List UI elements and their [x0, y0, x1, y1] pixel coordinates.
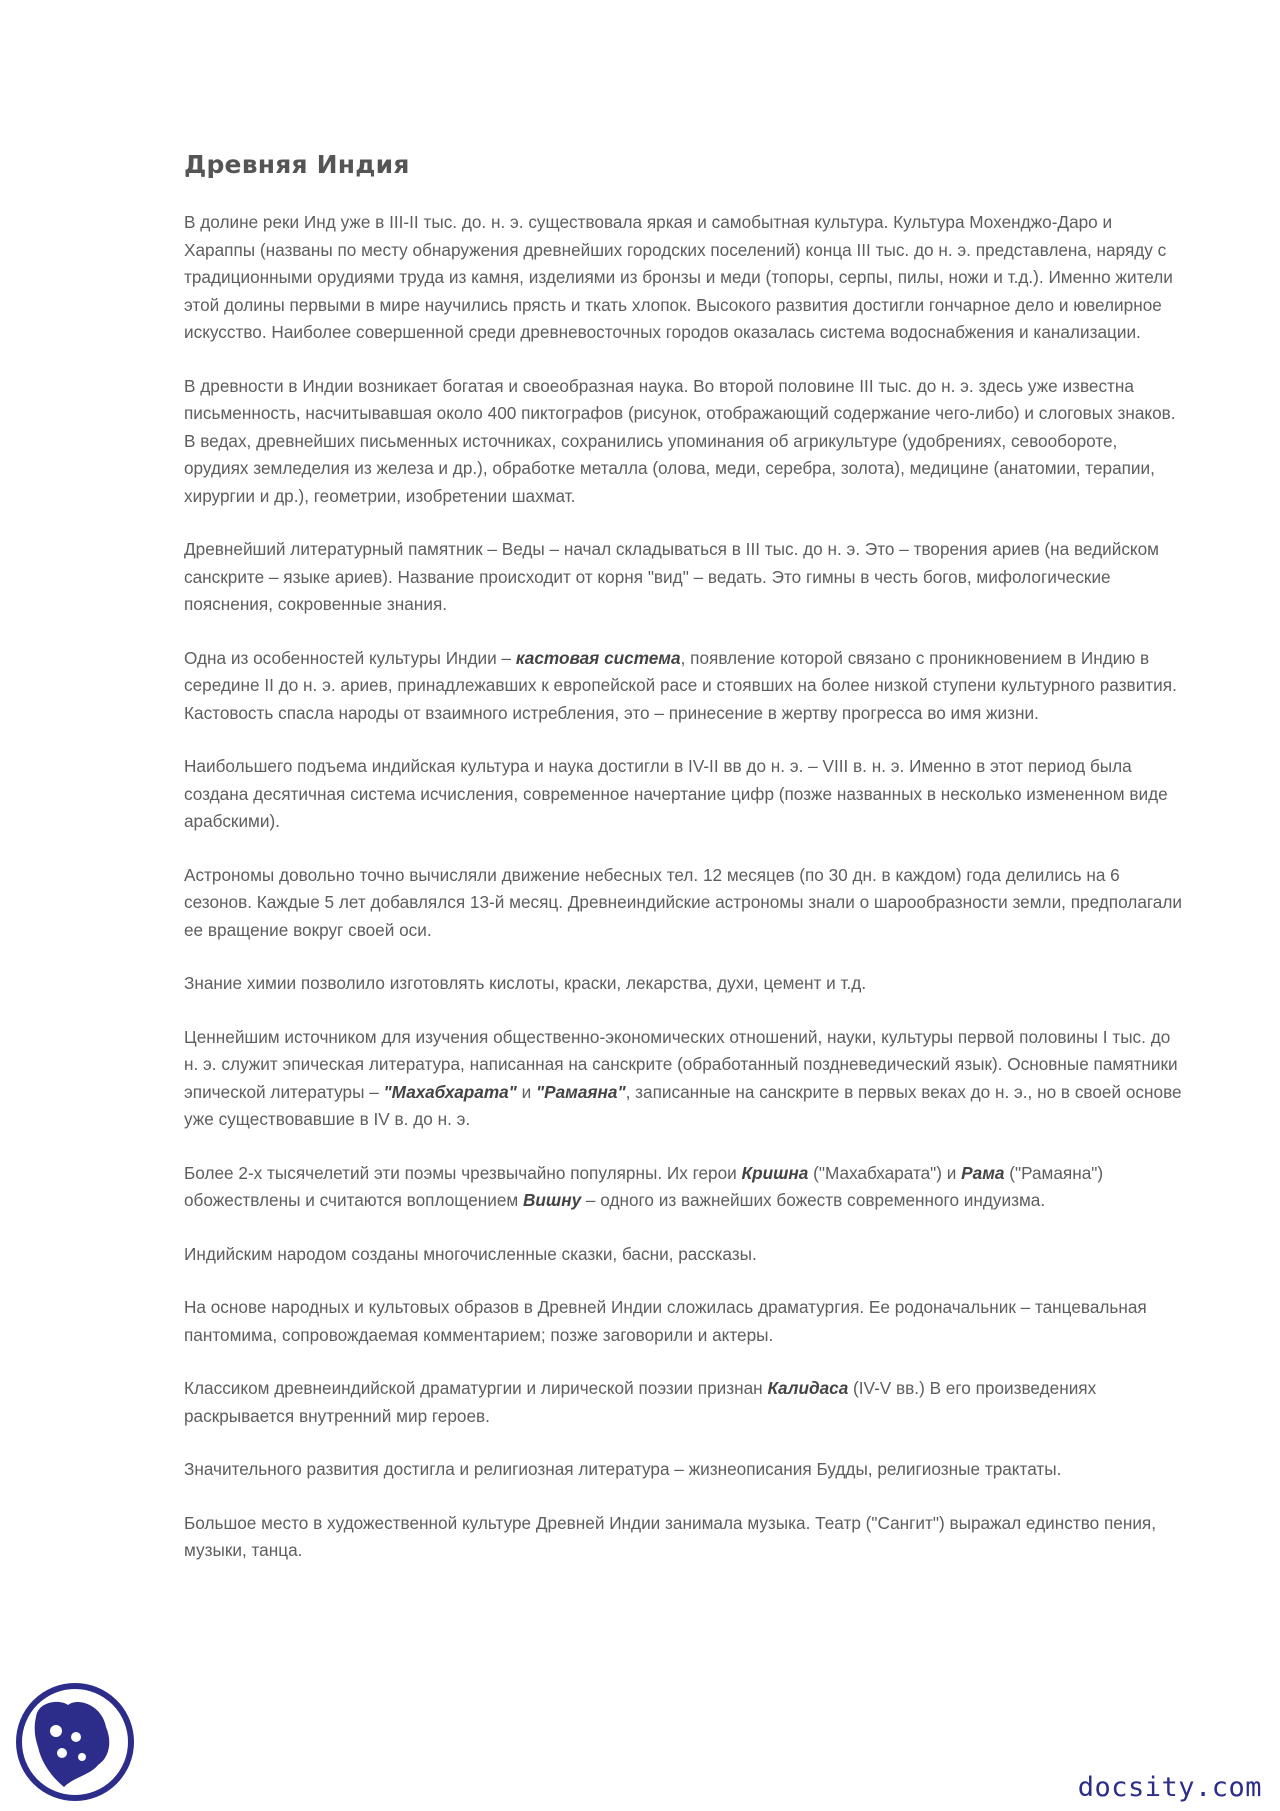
paragraph — [184, 1456, 1186, 1484]
paragraph-text: Древнейший литературный памятник – Веды – начал складываться в III тыс. до н. э. Это – творения ариев (на ведийском санскрите – языке ариев). Название происходит от корня "вид" – ведать. Это гимны в честь богов, мифологические пояснения, сокровенные знания. — [184, 539, 1159, 614]
emphasized-term: Рама — [961, 1162, 1005, 1183]
paragraph-text: , появление которой связано с проникновением в Индию в середине II до н. э. ариев, принадлежавших к европейской расе и стоявших на более низкой ступени культурного развития. Кастовость спасла народы от взаимного истребления, это – принесение в жертву прогресса во имя жизни. — [184, 647, 1177, 723]
paragraph — [184, 209, 1186, 347]
paragraph — [184, 1294, 1186, 1349]
paragraph-list — [184, 209, 1186, 1565]
emphasized-term: Вишну — [523, 1190, 582, 1210]
paragraph — [184, 1160, 1186, 1215]
paragraph-text: Одна из особенностей культуры Индии – — [184, 647, 516, 668]
paragraph-text: Знание химии позволило изготовлять кислоты, краски, лекарства, духи, цемент и т.д. — [184, 973, 867, 993]
paragraph — [184, 862, 1186, 945]
document-title: Древняя Индия — [184, 150, 410, 179]
paragraph-text: В древности в Индии возникает богатая и своеобразная наука. Во второй половине III тыс. до н. э. здесь уже известна письменность, насчитывавшая около 400 пиктографов (рисунок, отображающий содержание чего-либо) и слоговых знаков. В ведах, древнейших письменных источниках, сохранились упоминания об агрикультуре (удобрениях, севообороте, орудиях земледелия из железа и др.), обработке металла (олова, меди, серебра, золота), медицине (анатомии, терапии, хирургии и др.), геометрии, изобретении шахмат. — [184, 375, 1176, 506]
emphasized-term: Кришна — [741, 1162, 809, 1183]
paragraph — [184, 753, 1186, 836]
emphasized-term: "Рамаяна" — [535, 1081, 626, 1102]
paragraph-text: Индийским народом созданы многочисленные сказки, басни, рассказы. — [184, 1243, 757, 1264]
paragraph-text: Большое место в художественной культуре Древней Индии занимала музыка. Театр ("Сангит") выражал единство пения, музыки, танца. — [184, 1512, 1157, 1560]
paragraph — [184, 536, 1186, 619]
paragraph-text: Наибольшего подъема индийская культура и наука достигли в IV-II вв до н. э. – VIII в. н. э. Именно в этот период была создана десятичная система исчисления, современное начертание цифр (позже названных в несколько измененном виде арабскими). — [184, 756, 1168, 831]
paragraph — [184, 1024, 1186, 1134]
paragraph-text: ("Махабхарата") и — [808, 1162, 962, 1183]
paragraph-text: , записанные на санскрите в первых веках до н. э., но в своей основе уже существовавшие в IV в. до н. э. — [184, 1081, 1182, 1129]
paragraph — [184, 970, 1186, 998]
paragraph-text: В долине реки Инд уже в III-II тыс. до. н. э. существовала яркая и самобытная культура. Культура Мохенджо-Даро и Хараппы (названы по месту обнаружения древнейших городских поселений) конца III тыс. до н. э. представлена, наряду с традиционными орудиями труда из камня, изделиями из бронзы и меди (топоры, серпы, пилы, ножи и т.д.). Именно жители этой долины первыми в мире научились прясть и ткать хлопок. Высокого развития достигли гончарное дело и ювелирное искусство. Наиболее совершенной среди древневосточных городов оказалась система водоснабжения и канализации. — [184, 212, 1173, 342]
paragraph — [184, 645, 1186, 728]
paragraph-text: – одного из важнейших божеств современного индуизма. — [581, 1190, 1046, 1210]
emphasized-term: кастовая система — [515, 647, 681, 668]
paragraph-text: Более 2-х тысячелетий эти поэмы чрезвычайно популярны. Их герои — [184, 1162, 742, 1183]
docsity-logo-icon — [16, 1683, 134, 1801]
paragraph-text: Значительного развития достигла и религиозная литература – жизнеописания Будды, религиозные трактаты. — [184, 1459, 1062, 1479]
paragraph — [184, 1375, 1186, 1430]
emphasized-term: "Махабхарата" — [383, 1081, 517, 1102]
emphasized-term: Калидаса — [767, 1378, 849, 1398]
paragraph-text: (IV-V вв.) В его произведениях раскрывается внутренний мир героев. — [184, 1378, 1097, 1426]
docsity-brand[interactable]: docsity.com — [1077, 1772, 1262, 1803]
paragraph-text: ("Рамаяна") обожествлены и считаются воплощением — [184, 1162, 1104, 1210]
paragraph-text: Классиком древнеиндийской драматургии и лирической поэзии признан — [184, 1378, 768, 1398]
paragraph — [184, 1510, 1186, 1565]
paragraph — [184, 373, 1186, 511]
paragraph — [184, 1241, 1186, 1269]
paragraph-text: На основе народных и культовых образов в Древней Индии сложилась драматургия. Ее родоначальник – танцевальная пантомима, сопровождаемая комментарием; позже заговорили и актеры. — [184, 1297, 1147, 1345]
paragraph-text: Ценнейшим источником для изучения общественно-экономических отношений, науки, культуры первой половины I тыс. до н. э. служит эпическая литература, написанная на санскрите (обработанный поздневедический язык). Основные памятники эпической литературы – — [184, 1026, 1178, 1102]
document-body — [184, 150, 1186, 1591]
paragraph-text: и — [516, 1081, 536, 1102]
paragraph-text: Астрономы довольно точно вычисляли движение небесных тел. 12 месяцев (по 30 дн. в каждом) года делились на 6 сезонов. Каждые 5 лет добавлялся 13-й месяц. Древнеиндийские астрономы знали о шарообразности земли, предполагали ее вращение вокруг своей оси. — [184, 864, 1182, 940]
